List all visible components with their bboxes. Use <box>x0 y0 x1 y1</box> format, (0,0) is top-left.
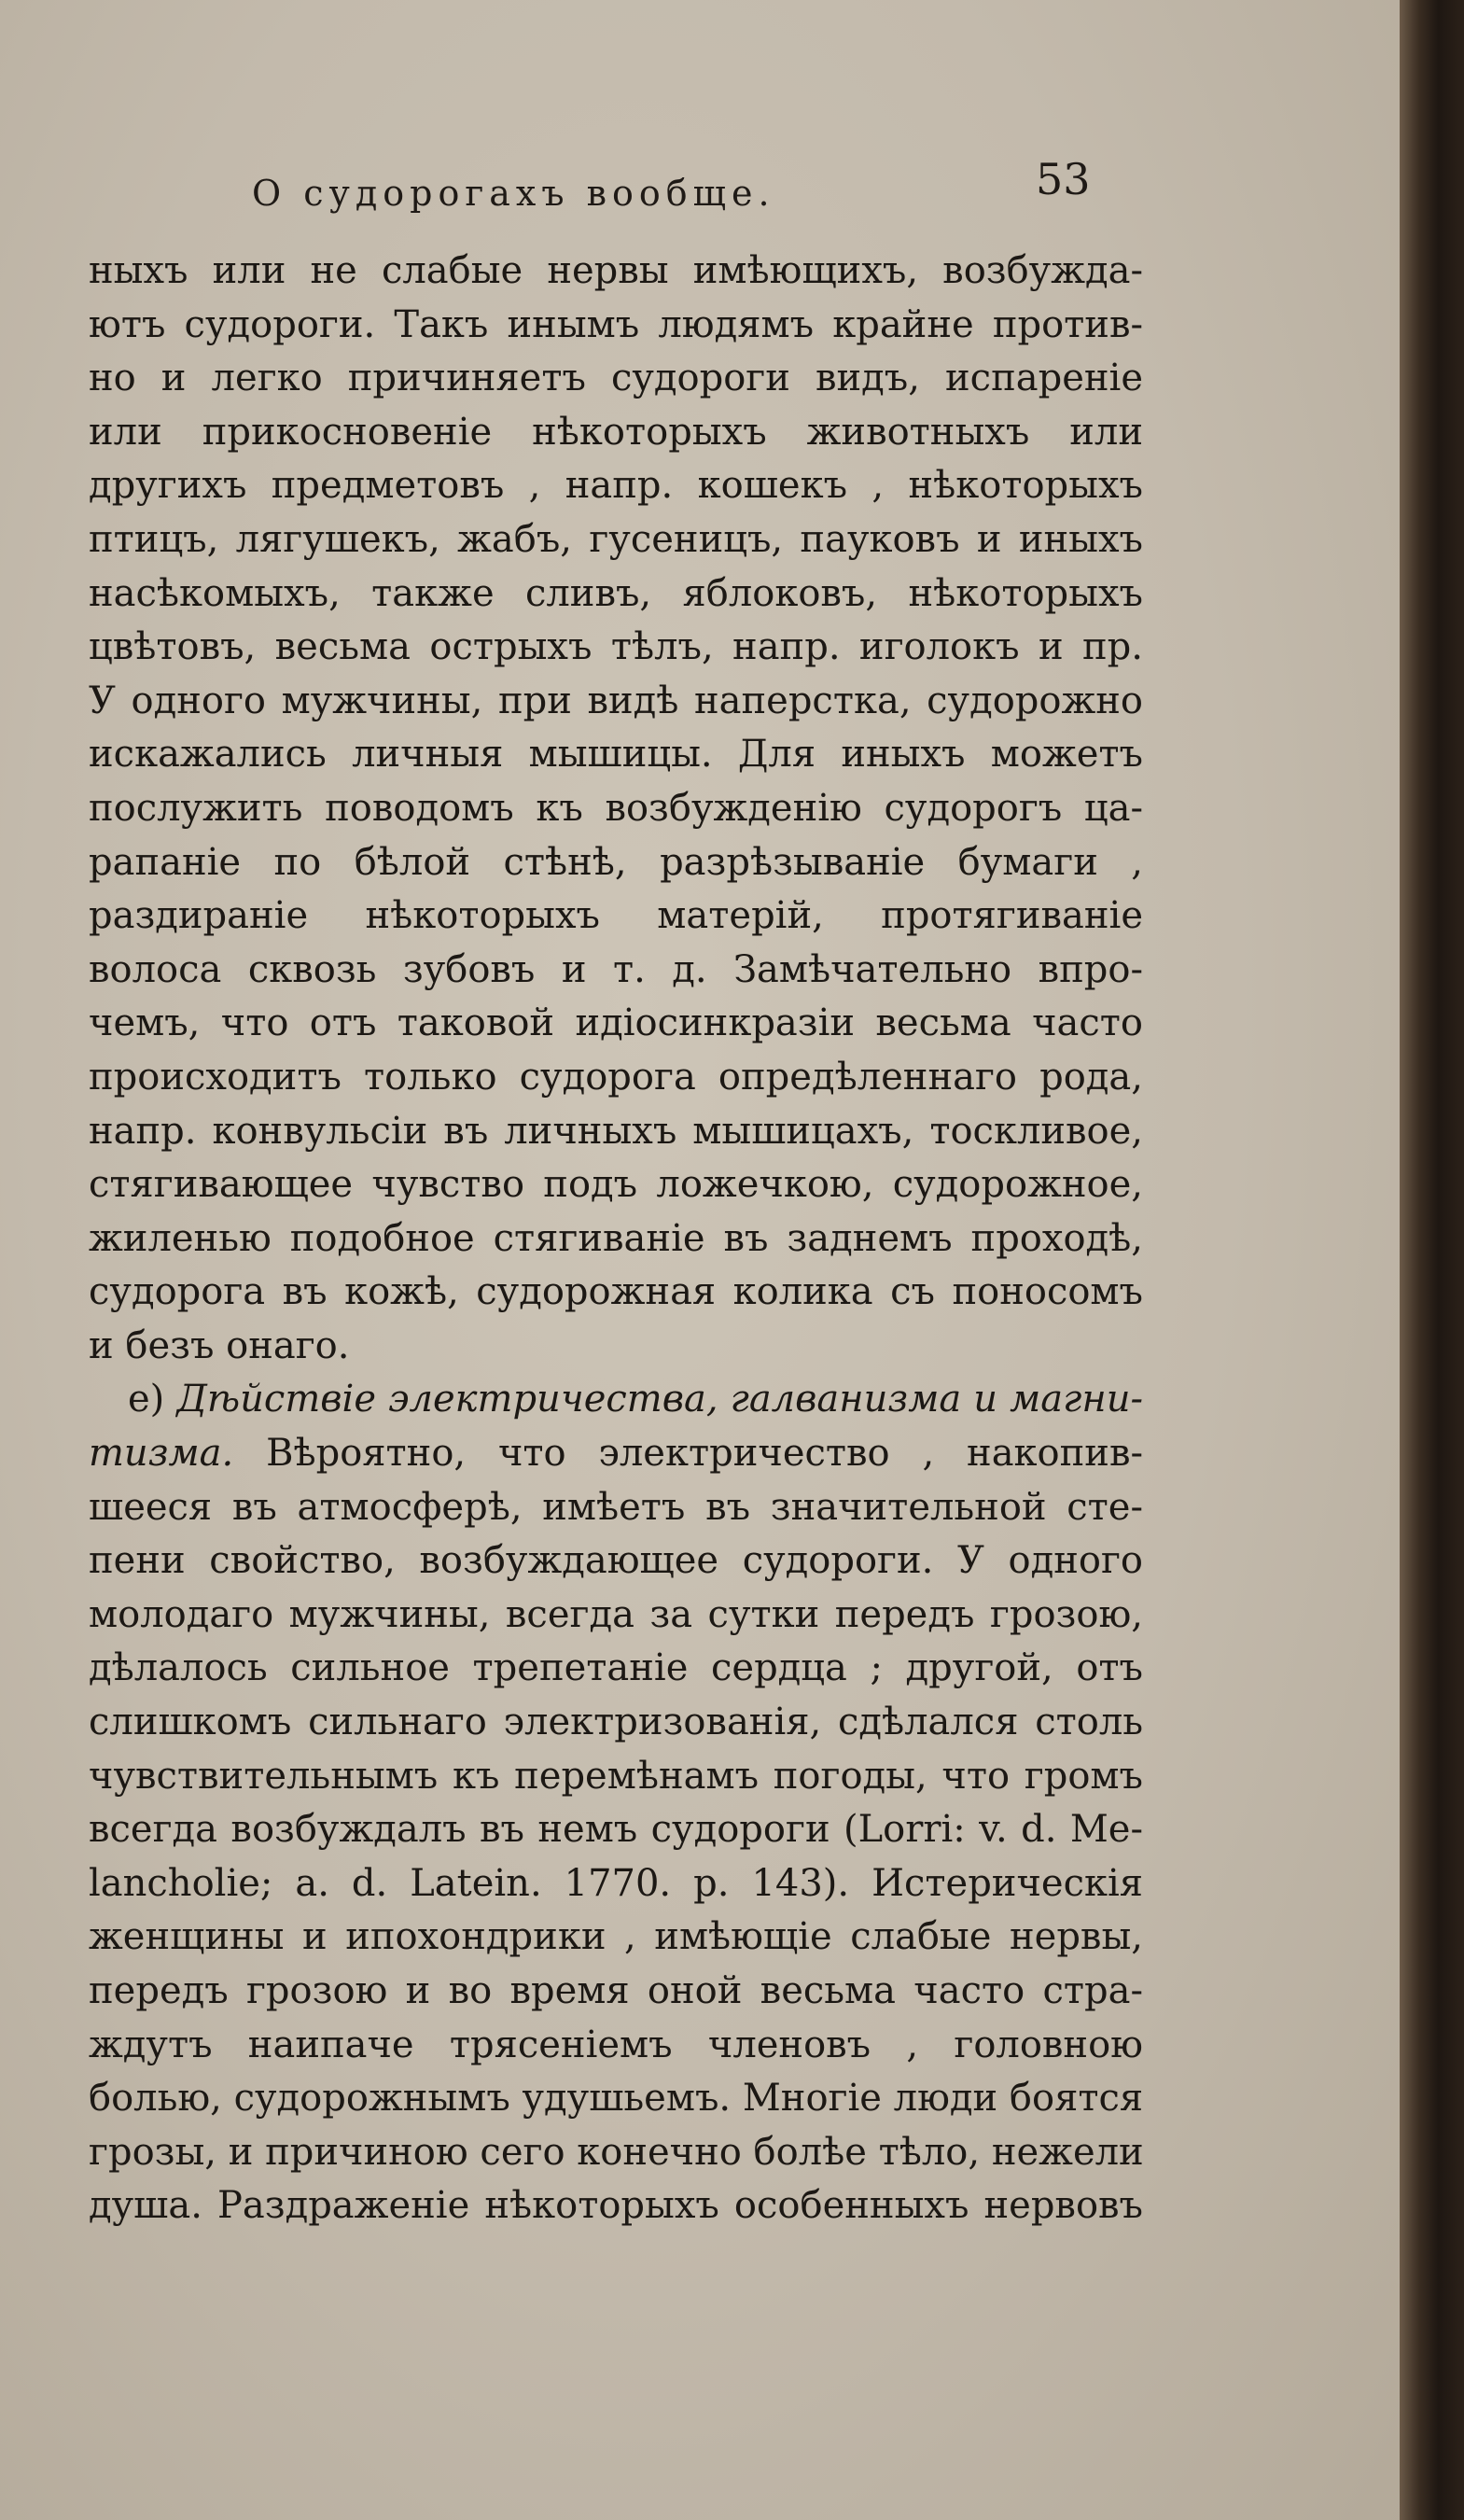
text-line: грозы, и причиною сего конечно болѣе тѣло, нежели <box>89 2130 1144 2174</box>
page-edge <box>1400 0 1464 2520</box>
text-line: чувствительнымъ къ перемѣнамъ погоды, что громъ <box>89 1754 1143 1798</box>
text-line: но и легко причиняетъ судороги видъ, испареніе <box>89 357 1143 400</box>
text-line: происходитъ только судорога опредѣленнаго рода, <box>89 1055 1143 1099</box>
text-line: У одного мужчины, при видѣ наперстка, судорожно <box>89 679 1143 722</box>
paragraph-e-first-line <box>89 1373 1143 1427</box>
text-line: пени свойство, возбуждающее судороги. У одного <box>89 1539 1143 1583</box>
text-line: стягивающее чувство подъ ложечкою, судорожное, <box>89 1163 1143 1207</box>
italic-heading-part2: тизма. <box>89 1432 234 1476</box>
running-title: О судорогахъ вообще. <box>252 173 775 214</box>
text-line: шееся въ атмосферѣ, имѣетъ въ значительной сте- <box>89 1485 1143 1529</box>
text-line: передъ грозою и во время оной весьма часто стра- <box>89 1969 1143 2012</box>
text-line: душа. Раздраженіе нѣкоторыхъ особенныхъ нервовъ <box>89 2184 1143 2228</box>
body-text <box>89 245 1143 2233</box>
text-line: раздираніе нѣкоторыхъ матерій, протягиваніе <box>89 894 1143 938</box>
text-line: цвѣтовъ, весьма острыхъ тѣлъ, напр. иголокъ и пр. <box>89 625 1143 669</box>
italic-heading-part1: Дѣйствіе электричества, галванизма и магни- <box>176 1378 1143 1421</box>
text-line: ютъ судороги. Такъ инымъ людямъ крайне против- <box>89 302 1143 346</box>
text-line: напр. конвульсіи въ личныхъ мышицахъ, тоскливое, <box>89 1109 1143 1153</box>
text-line: рапаніе по бѣлой стѣнѣ, разрѣзываніе бумаги , <box>89 840 1143 884</box>
text-line: жиленью подобное стягиваніе въ заднемъ проходѣ, <box>89 1216 1143 1260</box>
text-line: судорога въ кожѣ, судорожная колика съ поносомъ <box>89 1270 1143 1314</box>
page-header <box>0 154 1400 238</box>
text-line: чемъ, что отъ таковой идіосинкразіи весьма часто <box>89 1001 1143 1045</box>
text-line: искажались личныя мышицы. Для иныхъ можетъ <box>89 733 1143 777</box>
text-line: всегда возбуждалъ въ немъ судороги (Lorri: v. d. Me- <box>89 1808 1143 1852</box>
text-line: слишкомъ сильнаго электризованія, сдѣлался столь <box>89 1701 1143 1744</box>
text-line: дѣлалось сильное трепетаніе сердца ; другой, отъ <box>89 1646 1143 1690</box>
text-line: послужить поводомъ къ возбужденію судорогъ ца- <box>89 786 1143 830</box>
text-line: болью, судорожнымъ удушьемъ. Многіе люди боятся <box>89 2077 1144 2121</box>
text-line: другихъ предметовъ , напр. кошекъ , нѣкоторыхъ <box>89 464 1143 508</box>
page-number: 53 <box>1036 154 1091 204</box>
text-segment: Вѣроятно, что электричество , накопив- <box>266 1432 1143 1476</box>
text-line: женщины и ипохондрики , имѣющіе слабые нервы, <box>89 1915 1143 1959</box>
text-line: ныхъ или не слабые нервы имѣющихъ, возбужда- <box>89 249 1143 292</box>
text-line: молодаго мужчины, всегда за сутки передъ грозою, <box>89 1592 1143 1636</box>
text-line: птицъ, лягушекъ, жабъ, гусеницъ, пауковъ и иныхъ <box>89 517 1143 561</box>
paragraph-marker: е) <box>128 1378 165 1421</box>
text-line: lancholie; a. d. Latein. 1770. p. 143). Истерическія <box>89 1861 1143 1905</box>
text-line: или прикосновеніе нѣкоторыхъ животныхъ или <box>89 410 1143 454</box>
text-line: насѣкомыхъ, также сливъ, яблоковъ, нѣкоторыхъ <box>89 571 1143 615</box>
paragraph-e-second-line <box>89 1427 1143 1481</box>
text-line: волоса сквозь зубовъ и т. д. Замѣчательно впро- <box>89 947 1143 991</box>
text-line: ждутъ наипаче трясеніемъ членовъ , головною <box>89 2023 1143 2066</box>
text-line: и безъ онаго. <box>89 1323 350 1367</box>
